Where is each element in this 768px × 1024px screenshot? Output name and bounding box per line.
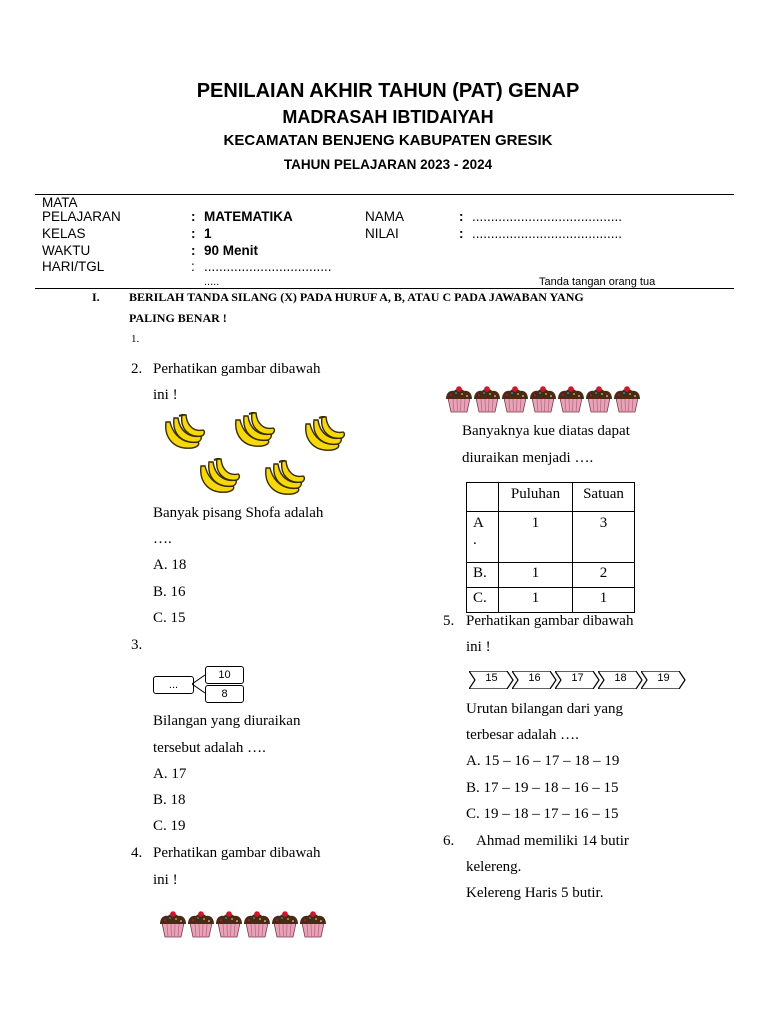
nilai-field[interactable]: ........................................	[472, 226, 623, 241]
banana-icon	[162, 414, 208, 454]
q5-prompt-line1: Urutan bilangan dari yang	[466, 701, 624, 717]
cupcake-icon	[501, 385, 529, 415]
colon-class: :	[191, 226, 196, 241]
cupcake-icon	[159, 910, 187, 940]
banana-icon	[197, 458, 243, 498]
sequence-arrow	[512, 671, 557, 689]
q2-prompt-line1: Banyak pisang Shofa adalah	[153, 505, 324, 521]
table-row-option[interactable]: C.	[467, 588, 499, 613]
q2-text-line1: Perhatikan gambar dibawah	[153, 361, 321, 377]
q2-option-a[interactable]: A. 18	[153, 557, 187, 573]
option-letter: A	[473, 515, 484, 531]
banana-icon	[262, 460, 308, 500]
sequence-number: 19	[657, 672, 670, 684]
sequence-number: 17	[571, 672, 584, 684]
table-row[interactable]	[467, 588, 635, 613]
header-divider-top	[35, 194, 734, 195]
table-row[interactable]	[467, 563, 635, 588]
q5-prompt-line2: terbesar adalah ….	[466, 727, 579, 743]
banana-icon	[232, 412, 278, 452]
table-cell-ones: 1	[573, 588, 635, 613]
banana-icon	[302, 416, 348, 456]
q2-prompt-line2: ….	[153, 531, 172, 547]
decomposition-tens-box: 10	[205, 666, 244, 684]
section-instruction-line2: PALING BENAR !	[129, 311, 227, 325]
q6-number: 6.	[443, 833, 455, 849]
section-instruction-line1: BERILAH TANDA SILANG (X) PADA HURUF A, B, ATAU C PADA JAWABAN YANG	[129, 290, 584, 304]
table-cell-tens: 1	[499, 512, 573, 563]
cupcake-icon	[299, 910, 327, 940]
sequence-number: 16	[528, 672, 541, 684]
section-number: I.	[92, 290, 100, 304]
table-cell-ones: 2	[573, 563, 635, 588]
sequence-arrow	[555, 671, 600, 689]
table-header-blank	[467, 483, 499, 512]
table-cell-ones: 3	[573, 512, 635, 563]
sequence-number: 15	[485, 672, 498, 684]
district-name: KECAMATAN BENJENG KABUPATEN GRESIK	[223, 132, 553, 149]
cupcake-icon	[243, 910, 271, 940]
q5-text-line1: Perhatikan gambar dibawah	[466, 613, 634, 629]
option-letter-dot: .	[473, 532, 477, 548]
q3-number: 3.	[131, 637, 143, 653]
q2-number: 2.	[131, 361, 143, 377]
q5-text-line2: ini !	[466, 639, 491, 655]
label-nilai: NILAI	[365, 226, 399, 241]
date-field-cont: .....	[204, 276, 220, 288]
school-name: MADRASAH IBTIDAIYAH	[282, 107, 494, 127]
q3-prompt-line2: tersebut adalah ….	[153, 740, 266, 756]
time-value: 90 Menit	[204, 243, 259, 258]
q4-text-line1: Perhatikan gambar dibawah	[153, 845, 321, 861]
cupcake-icon	[557, 385, 585, 415]
table-row[interactable]	[467, 512, 635, 563]
table-row-option[interactable]	[467, 512, 499, 563]
cupcake-icon	[473, 385, 501, 415]
q5-option-b[interactable]: B. 17 – 19 – 18 – 16 – 15	[466, 780, 619, 796]
decomposition-ones-box: 8	[205, 685, 244, 703]
cupcake-icon	[271, 910, 299, 940]
colon-date: :	[191, 259, 195, 274]
q3-option-c[interactable]: C. 19	[153, 818, 186, 834]
q5-option-a[interactable]: A. 15 – 16 – 17 – 18 – 19	[466, 753, 620, 769]
table-cell-tens: 1	[499, 563, 573, 588]
parent-signature-label: Tanda tangan orang tua	[539, 276, 656, 288]
sequence-arrow	[641, 671, 686, 689]
table-header-satuan: Satuan	[573, 483, 635, 512]
q6-text-line1: Ahmad memiliki 14 butir	[476, 833, 629, 849]
q2-option-c[interactable]: C. 15	[153, 610, 186, 626]
label-kelas: KELAS	[42, 226, 86, 241]
decomposition-total-box: ...	[153, 676, 194, 694]
q2-text-line2: ini !	[153, 387, 178, 403]
colon-subject: :	[191, 209, 196, 224]
q5-option-c[interactable]: C. 19 – 18 – 17 – 16 – 15	[466, 806, 619, 822]
cupcake-icon	[585, 385, 613, 415]
cupcake-icon	[529, 385, 557, 415]
sequence-arrow	[469, 671, 514, 689]
place-value-table	[466, 482, 635, 613]
cupcake-icon	[613, 385, 641, 415]
exam-title: PENILAIAN AKHIR TAHUN (PAT) GENAP	[196, 80, 580, 102]
subject-value: MATEMATIKA	[204, 209, 293, 224]
table-cell-tens: 1	[499, 588, 573, 613]
q3-option-b[interactable]: B. 18	[153, 792, 186, 808]
date-field[interactable]: ..................................	[204, 259, 332, 274]
sequence-arrow	[598, 671, 643, 689]
q5-number: 5.	[443, 613, 455, 629]
colon-nama: :	[459, 209, 464, 224]
sequence-number: 18	[614, 672, 627, 684]
label-waktu: WAKTU	[42, 243, 91, 258]
table-row-option[interactable]: B.	[467, 563, 499, 588]
q4-number: 4.	[131, 845, 143, 861]
header-divider-bottom	[35, 288, 734, 289]
cupcake-icon	[215, 910, 243, 940]
label-hari: HARI/TGL	[42, 259, 105, 274]
colon-nilai: :	[459, 226, 464, 241]
q6-text-line2: kelereng.	[466, 859, 522, 875]
q3-prompt-line1: Bilangan yang diuraikan	[153, 713, 301, 729]
q2-option-b[interactable]: B. 16	[153, 584, 186, 600]
label-nama: NAMA	[365, 209, 405, 224]
school-year: TAHUN PELAJARAN 2023 - 2024	[283, 157, 493, 172]
table-header-puluhan: Puluhan	[499, 483, 573, 512]
cupcake-icon	[445, 385, 473, 415]
class-value: 1	[204, 226, 212, 241]
q4-prompt-line2: diuraikan menjadi ….	[462, 450, 594, 466]
question-1-number: 1.	[131, 333, 140, 345]
q3-option-a[interactable]: A. 17	[153, 766, 187, 782]
q4-text-line2: ini !	[153, 872, 178, 888]
q4-prompt-line1: Banyaknya kue diatas dapat	[462, 423, 630, 439]
nama-field[interactable]: ........................................	[472, 209, 623, 224]
decomposition-connector	[192, 670, 206, 700]
colon-time: :	[191, 243, 196, 258]
q6-text-line3: Kelereng Haris 5 butir.	[466, 885, 604, 901]
cupcake-icon	[187, 910, 215, 940]
label-pelajaran: PELAJARAN	[42, 209, 121, 224]
label-mata: MATA	[42, 195, 78, 210]
